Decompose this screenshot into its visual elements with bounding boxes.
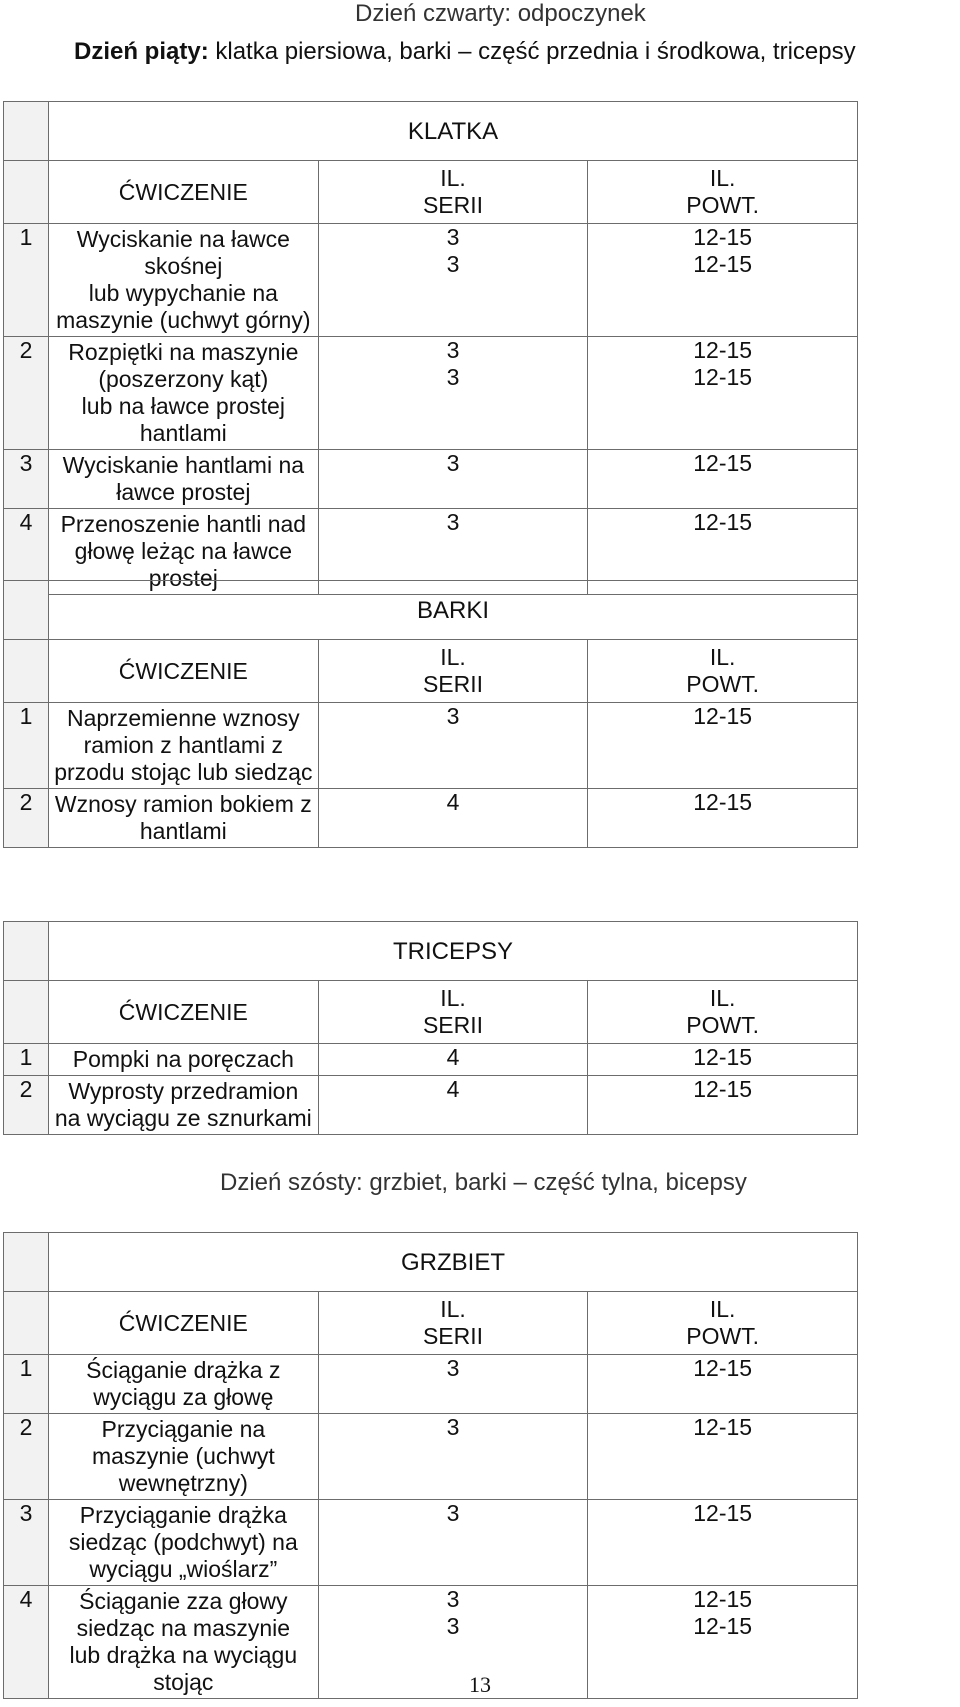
- row-number: 4: [4, 509, 49, 595]
- sets-header-line2: SERII: [422, 192, 484, 218]
- tricepsy-title-row: [4, 922, 858, 981]
- sets-value: [318, 1076, 588, 1135]
- sets-value: [318, 337, 588, 450]
- klatka-title: KLATKA: [49, 102, 858, 161]
- exercise-name: [49, 1044, 319, 1076]
- table-row: [4, 1414, 858, 1500]
- table-row: [4, 224, 858, 337]
- sets-value-line: 3: [446, 703, 460, 729]
- sets-header-line1: IL.: [440, 644, 466, 670]
- sets-header-line1: IL.: [440, 1296, 466, 1322]
- exercise-name-line: lub drążka na wyciągu stojąc: [69, 1642, 298, 1695]
- reps-header: [588, 981, 858, 1044]
- table-row: [4, 1355, 858, 1414]
- tricepsy-title: TRICEPSY: [49, 922, 858, 981]
- sets-header: [318, 640, 588, 703]
- sets-value: [318, 789, 588, 848]
- blank-cell: [4, 1233, 49, 1292]
- barki-title: BARKI: [49, 581, 858, 640]
- reps-value: [588, 450, 858, 509]
- reps-value: [588, 1076, 858, 1135]
- blank-cell: [4, 1292, 49, 1355]
- sets-value-line: 4: [446, 789, 460, 815]
- blank-cell: [4, 581, 49, 640]
- exercise-name-line: Naprzemienne wznosy ramion z hantlami z: [66, 705, 300, 758]
- exercise-name: [49, 1355, 319, 1414]
- row-number: 4: [4, 1586, 49, 1699]
- reps-value-line: 12-15: [693, 1076, 753, 1102]
- reps-header-line1: IL.: [709, 985, 736, 1011]
- sets-value-line: 3: [446, 1414, 460, 1440]
- exercise-header: ĆWICZENIE: [49, 640, 319, 703]
- exercise-name: [49, 337, 319, 450]
- reps-header-line1: IL.: [709, 165, 736, 191]
- table-row: [4, 450, 858, 509]
- sets-header: [318, 161, 588, 224]
- row-number: 3: [4, 450, 49, 509]
- sets-value: [318, 1500, 588, 1586]
- row-number: 1: [4, 1355, 49, 1414]
- sets-value: [318, 1355, 588, 1414]
- row-number: 2: [4, 789, 49, 848]
- row-number: 1: [4, 224, 49, 337]
- reps-header-line2: POWT.: [686, 1012, 760, 1038]
- row-number: 2: [4, 337, 49, 450]
- table-row: [4, 703, 858, 789]
- reps-value-line: 12-15: [693, 224, 753, 250]
- reps-header-line2: POWT.: [686, 192, 760, 218]
- sets-value-line: 4: [446, 1076, 460, 1102]
- reps-value-line: 12-15: [693, 1355, 753, 1381]
- sets-value: [318, 1414, 588, 1500]
- day5-heading: [74, 38, 856, 66]
- row-number: 2: [4, 1076, 49, 1135]
- sets-header-line1: IL.: [440, 985, 466, 1011]
- reps-value-line: 12-15: [693, 364, 753, 390]
- day5-description: klatka piersiowa, barki – część przednia i środkowa, tricepsy: [208, 38, 856, 65]
- barki-header-row: [4, 640, 858, 703]
- exercise-name-line: przodu stojąc lub siedząc: [54, 759, 313, 785]
- reps-value-line: 12-15: [693, 789, 753, 815]
- sets-header-line2: SERII: [422, 1012, 484, 1038]
- sets-value-line: 3: [446, 1355, 460, 1381]
- reps-value-line: 12-15: [693, 1613, 753, 1639]
- exercise-name-line: Przenoszenie hantli nad głowę leżąc na ławce: [60, 511, 307, 564]
- exercise-name: [49, 703, 319, 789]
- reps-header-line2: POWT.: [686, 1323, 760, 1349]
- exercise-name-line: prostej: [148, 565, 218, 591]
- reps-value-line: 12-15: [693, 337, 753, 363]
- table-row: [4, 1500, 858, 1586]
- reps-value: [588, 1414, 858, 1500]
- sets-value: [318, 703, 588, 789]
- reps-value: [588, 789, 858, 848]
- reps-header: [588, 640, 858, 703]
- blank-cell: [4, 640, 49, 703]
- exercise-header: ĆWICZENIE: [49, 981, 319, 1044]
- sets-value-line: 3: [446, 337, 460, 363]
- exercise-name-line: Wznosy ramion bokiem z hantlami: [54, 791, 312, 844]
- tricepsy-table: [3, 921, 858, 1135]
- reps-value-line: 12-15: [693, 1414, 753, 1440]
- exercise-name-line: Wyciskanie hantlami na ławce prostej: [62, 452, 305, 505]
- sets-value: [318, 1044, 588, 1076]
- sets-value-line: 3: [446, 224, 460, 250]
- reps-value: [588, 1500, 858, 1586]
- table-row: [4, 789, 858, 848]
- grzbiet-header-row: [4, 1292, 858, 1355]
- row-number: 1: [4, 1044, 49, 1076]
- reps-header: [588, 1292, 858, 1355]
- sets-header-line1: IL.: [440, 165, 466, 191]
- row-number: 3: [4, 1500, 49, 1586]
- barki-title-row: [4, 581, 858, 640]
- day5-label: Dzień piąty:: [74, 38, 209, 65]
- sets-header-line2: SERII: [422, 671, 484, 697]
- table-row: [4, 1044, 858, 1076]
- reps-value: [588, 1355, 858, 1414]
- exercise-name-line: Pompki na poręczach: [72, 1046, 294, 1072]
- reps-value-line: 12-15: [693, 703, 753, 729]
- barki-table: [3, 580, 858, 848]
- reps-value: [588, 224, 858, 337]
- reps-header-line1: IL.: [709, 1296, 736, 1322]
- row-number: 1: [4, 703, 49, 789]
- klatka-table: [3, 101, 858, 595]
- blank-cell: [4, 102, 49, 161]
- day6-heading: Dzień szósty: grzbiet, barki – część tylna, bicepsy: [220, 1169, 747, 1196]
- sets-value-line: 3: [446, 251, 460, 277]
- reps-value: [588, 1044, 858, 1076]
- sets-value-line: 3: [446, 1500, 460, 1526]
- sets-value-line: 3: [446, 1586, 460, 1612]
- sets-header: [318, 981, 588, 1044]
- exercise-name-line: Ściąganie zza głowy siedząc na maszynie: [76, 1588, 291, 1641]
- exercise-header: ĆWICZENIE: [49, 1292, 319, 1355]
- reps-value-line: 12-15: [693, 1500, 753, 1526]
- tricepsy-header-row: [4, 981, 858, 1044]
- reps-value-line: 12-15: [693, 1586, 753, 1612]
- reps-value: [588, 337, 858, 450]
- table-row: [4, 337, 858, 450]
- exercise-name: [49, 224, 319, 337]
- grzbiet-title-row: [4, 1233, 858, 1292]
- klatka-title-row: [4, 102, 858, 161]
- reps-value-line: 12-15: [693, 251, 753, 277]
- exercise-name: [49, 789, 319, 848]
- day4-heading: Dzień czwarty: odpoczynek: [355, 0, 646, 27]
- blank-cell: [4, 161, 49, 224]
- page-number: 13: [469, 1672, 491, 1697]
- klatka-header-row: [4, 161, 858, 224]
- exercise-name: [49, 1500, 319, 1586]
- reps-value: [588, 703, 858, 789]
- grzbiet-title: GRZBIET: [49, 1233, 858, 1292]
- grzbiet-table: [3, 1232, 858, 1699]
- exercise-name-line: Ściąganie drążka z wyciągu za głowę: [86, 1357, 281, 1410]
- exercise-name-line: lub wypychanie na maszynie (uchwyt górny): [56, 280, 311, 333]
- exercise-name-line: Przyciąganie drążka siedząc (podchwyt) na: [68, 1502, 298, 1555]
- blank-cell: [4, 922, 49, 981]
- sets-value: [318, 224, 588, 337]
- reps-value-line: 12-15: [693, 1044, 753, 1070]
- reps-value-line: 12-15: [693, 509, 753, 535]
- sets-value-line: 4: [446, 1044, 460, 1070]
- exercise-name-line: lub na ławce prostej hantlami: [81, 393, 285, 446]
- blank-cell: [4, 981, 49, 1044]
- exercise-name-line: Wyprosty przedramion na wyciągu ze sznurkami: [54, 1078, 312, 1131]
- sets-header: [318, 1292, 588, 1355]
- sets-value-line: 3: [446, 364, 460, 390]
- exercise-name: [49, 1076, 319, 1135]
- exercise-name-line: Rozpiętki na maszynie (poszerzony kąt): [68, 339, 299, 392]
- reps-header: [588, 161, 858, 224]
- row-number: 2: [4, 1414, 49, 1500]
- exercise-name: [49, 450, 319, 509]
- exercise-header: ĆWICZENIE: [49, 161, 319, 224]
- reps-header-line1: IL.: [709, 644, 736, 670]
- sets-header-line2: SERII: [422, 1323, 484, 1349]
- sets-value-line: 3: [446, 509, 460, 535]
- reps-header-line2: POWT.: [686, 671, 760, 697]
- sets-value-line: 3: [446, 450, 460, 476]
- exercise-name-line: Wyciskanie na ławce skośnej: [76, 226, 290, 279]
- exercise-name: [49, 1414, 319, 1500]
- sets-value: [318, 450, 588, 509]
- exercise-name-line: wyciągu „wioślarz”: [89, 1556, 278, 1582]
- reps-value-line: 12-15: [693, 450, 753, 476]
- table-row: [4, 1076, 858, 1135]
- sets-value-line: 3: [446, 1613, 460, 1639]
- exercise-name-line: Przyciąganie na maszynie (uchwyt wewnętrzny): [91, 1416, 275, 1496]
